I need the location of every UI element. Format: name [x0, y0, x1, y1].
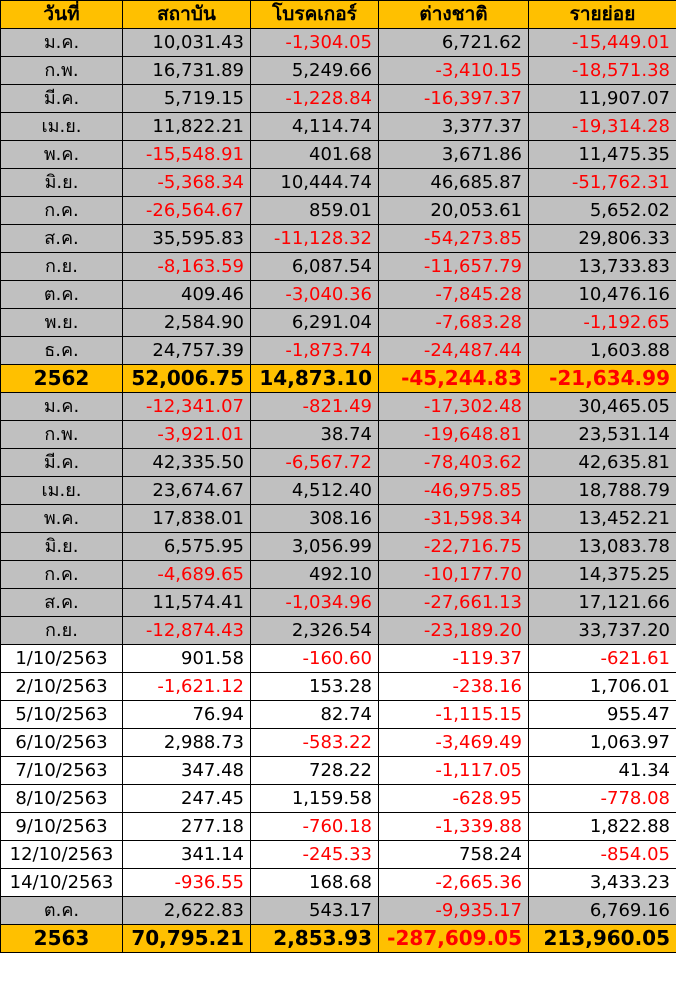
cell-broker: 308.16	[251, 505, 379, 533]
cell-broker: 1,159.58	[251, 785, 379, 813]
cell-broker: 168.68	[251, 869, 379, 897]
cell-institution: 52,006.75	[123, 365, 251, 393]
cell-retail: -621.61	[529, 645, 676, 673]
table-row	[1, 169, 676, 197]
cell-broker: 859.01	[251, 197, 379, 225]
cell-broker: 492.10	[251, 561, 379, 589]
table-row	[1, 449, 676, 477]
cell-institution: -3,921.01	[123, 421, 251, 449]
cell-foreign: -11,657.79	[379, 253, 529, 281]
cell-foreign: -287,609.05	[379, 925, 529, 953]
cell-retail: 955.47	[529, 701, 676, 729]
table-row	[1, 421, 676, 449]
cell-institution: 347.48	[123, 757, 251, 785]
table-row	[1, 29, 676, 57]
table-row	[1, 477, 676, 505]
cell-broker: -1,304.05	[251, 29, 379, 57]
cell-institution: -12,874.43	[123, 617, 251, 645]
cell-retail: -51,762.31	[529, 169, 676, 197]
cell-broker: 38.74	[251, 421, 379, 449]
row-label: 14/10/2563	[1, 869, 123, 897]
table-row	[1, 757, 676, 785]
cell-foreign: 20,053.61	[379, 197, 529, 225]
cell-retail: 11,475.35	[529, 141, 676, 169]
cell-foreign: 46,685.87	[379, 169, 529, 197]
cell-retail: 13,733.83	[529, 253, 676, 281]
cell-broker: 82.74	[251, 701, 379, 729]
cell-institution: -4,689.65	[123, 561, 251, 589]
row-label: 12/10/2563	[1, 841, 123, 869]
cell-foreign: -54,273.85	[379, 225, 529, 253]
cell-retail: 18,788.79	[529, 477, 676, 505]
cell-institution: 341.14	[123, 841, 251, 869]
row-label: มี.ค.	[1, 85, 123, 113]
cell-retail: 1,603.88	[529, 337, 676, 365]
cell-foreign: 3,377.37	[379, 113, 529, 141]
cell-foreign: -27,661.13	[379, 589, 529, 617]
table-row	[1, 225, 676, 253]
row-label: มิ.ย.	[1, 533, 123, 561]
cell-foreign: -238.16	[379, 673, 529, 701]
cell-retail: 1,822.88	[529, 813, 676, 841]
table-row	[1, 813, 676, 841]
header-date: วันที่	[1, 1, 123, 29]
cell-broker: 5,249.66	[251, 57, 379, 85]
table-row	[1, 617, 676, 645]
cell-institution: 11,574.41	[123, 589, 251, 617]
row-label: มิ.ย.	[1, 169, 123, 197]
cell-institution: 16,731.89	[123, 57, 251, 85]
cell-broker: -821.49	[251, 393, 379, 421]
cell-broker: 153.28	[251, 673, 379, 701]
cell-retail: 10,476.16	[529, 281, 676, 309]
table-row	[1, 197, 676, 225]
cell-retail: 14,375.25	[529, 561, 676, 589]
cell-broker: -6,567.72	[251, 449, 379, 477]
cell-foreign: -17,302.48	[379, 393, 529, 421]
row-label: 6/10/2563	[1, 729, 123, 757]
cell-institution: 5,719.15	[123, 85, 251, 113]
cell-broker: -583.22	[251, 729, 379, 757]
cell-foreign: -10,177.70	[379, 561, 529, 589]
table-row	[1, 785, 676, 813]
cell-broker: -11,128.32	[251, 225, 379, 253]
cell-institution: 10,031.43	[123, 29, 251, 57]
cell-foreign: -1,117.05	[379, 757, 529, 785]
row-label: 2563	[1, 925, 123, 953]
cell-retail: -19,314.28	[529, 113, 676, 141]
cell-broker: 3,056.99	[251, 533, 379, 561]
cell-institution: 2,584.90	[123, 309, 251, 337]
cell-foreign: -23,189.20	[379, 617, 529, 645]
row-label: ก.ค.	[1, 197, 123, 225]
cell-institution: -936.55	[123, 869, 251, 897]
cell-institution: 277.18	[123, 813, 251, 841]
row-label: ธ.ค.	[1, 337, 123, 365]
table-row	[1, 113, 676, 141]
cell-institution: 24,757.39	[123, 337, 251, 365]
table-row	[1, 393, 676, 421]
cell-retail: 17,121.66	[529, 589, 676, 617]
cell-foreign: 3,671.86	[379, 141, 529, 169]
cell-retail: 29,806.33	[529, 225, 676, 253]
cell-broker: 10,444.74	[251, 169, 379, 197]
row-label: 5/10/2563	[1, 701, 123, 729]
row-label: ก.พ.	[1, 57, 123, 85]
cell-institution: 6,575.95	[123, 533, 251, 561]
cell-broker: -1,873.74	[251, 337, 379, 365]
cell-foreign: -1,339.88	[379, 813, 529, 841]
table-row	[1, 85, 676, 113]
cell-retail: -1,192.65	[529, 309, 676, 337]
cell-foreign: -19,648.81	[379, 421, 529, 449]
table-body	[1, 29, 676, 953]
cell-foreign: -16,397.37	[379, 85, 529, 113]
table-row	[1, 253, 676, 281]
total-row	[1, 365, 676, 393]
cell-foreign: -24,487.44	[379, 337, 529, 365]
cell-institution: 70,795.21	[123, 925, 251, 953]
cell-institution: 901.58	[123, 645, 251, 673]
cell-retail: 41.34	[529, 757, 676, 785]
cell-broker: -1,228.84	[251, 85, 379, 113]
row-label: เม.ย.	[1, 477, 123, 505]
row-label: เม.ย.	[1, 113, 123, 141]
row-label: ก.พ.	[1, 421, 123, 449]
cell-broker: 14,873.10	[251, 365, 379, 393]
cell-foreign: -31,598.34	[379, 505, 529, 533]
cell-broker: 4,114.74	[251, 113, 379, 141]
cell-retail: -18,571.38	[529, 57, 676, 85]
header-foreign: ต่างชาติ	[379, 1, 529, 29]
table-row	[1, 701, 676, 729]
cell-institution: 247.45	[123, 785, 251, 813]
cell-foreign: -46,975.85	[379, 477, 529, 505]
table-row	[1, 141, 676, 169]
cell-foreign: -1,115.15	[379, 701, 529, 729]
row-label: 1/10/2563	[1, 645, 123, 673]
cell-retail: 42,635.81	[529, 449, 676, 477]
cell-broker: -1,034.96	[251, 589, 379, 617]
cell-retail: 3,433.23	[529, 869, 676, 897]
cell-foreign: 6,721.62	[379, 29, 529, 57]
cell-retail: -778.08	[529, 785, 676, 813]
cell-institution: 2,988.73	[123, 729, 251, 757]
cell-broker: 6,087.54	[251, 253, 379, 281]
cell-foreign: -2,665.36	[379, 869, 529, 897]
cell-foreign: -119.37	[379, 645, 529, 673]
cell-retail: 13,452.21	[529, 505, 676, 533]
table-row	[1, 57, 676, 85]
cell-retail: 30,465.05	[529, 393, 676, 421]
cell-institution: -8,163.59	[123, 253, 251, 281]
cell-foreign: -7,683.28	[379, 309, 529, 337]
table-row	[1, 645, 676, 673]
cell-institution: 11,822.21	[123, 113, 251, 141]
cell-institution: -12,341.07	[123, 393, 251, 421]
cell-broker: 4,512.40	[251, 477, 379, 505]
cell-broker: 543.17	[251, 897, 379, 925]
cell-foreign: -78,403.62	[379, 449, 529, 477]
table-row	[1, 533, 676, 561]
table-row	[1, 337, 676, 365]
table-row	[1, 673, 676, 701]
cell-retail: -15,449.01	[529, 29, 676, 57]
cell-foreign: -9,935.17	[379, 897, 529, 925]
table-row	[1, 841, 676, 869]
table-row	[1, 869, 676, 897]
cell-broker: -160.60	[251, 645, 379, 673]
cell-retail: 6,769.16	[529, 897, 676, 925]
row-label: ก.ค.	[1, 561, 123, 589]
cell-retail: 5,652.02	[529, 197, 676, 225]
cell-foreign: -3,469.49	[379, 729, 529, 757]
cell-foreign: -628.95	[379, 785, 529, 813]
table-row	[1, 281, 676, 309]
table-row	[1, 309, 676, 337]
header-retail: รายย่อย	[529, 1, 676, 29]
table-row	[1, 729, 676, 757]
total-row	[1, 925, 676, 953]
row-label: ส.ค.	[1, 589, 123, 617]
table-row	[1, 505, 676, 533]
cell-institution: -5,368.34	[123, 169, 251, 197]
row-label: มี.ค.	[1, 449, 123, 477]
cell-foreign: -3,410.15	[379, 57, 529, 85]
table-row	[1, 561, 676, 589]
cell-retail: 23,531.14	[529, 421, 676, 449]
cell-institution: 409.46	[123, 281, 251, 309]
row-label: 2/10/2563	[1, 673, 123, 701]
cell-broker: 728.22	[251, 757, 379, 785]
cell-retail: -21,634.99	[529, 365, 676, 393]
row-label: 8/10/2563	[1, 785, 123, 813]
cell-foreign: 758.24	[379, 841, 529, 869]
cell-retail: 1,063.97	[529, 729, 676, 757]
cell-retail: 213,960.05	[529, 925, 676, 953]
row-label: พ.ค.	[1, 141, 123, 169]
cell-institution: -1,621.12	[123, 673, 251, 701]
cell-institution: 35,595.83	[123, 225, 251, 253]
cell-retail: 33,737.20	[529, 617, 676, 645]
cell-foreign: -7,845.28	[379, 281, 529, 309]
cell-institution: 2,622.83	[123, 897, 251, 925]
cell-broker: 401.68	[251, 141, 379, 169]
row-label: 7/10/2563	[1, 757, 123, 785]
row-label: ส.ค.	[1, 225, 123, 253]
row-label: ต.ค.	[1, 897, 123, 925]
cell-broker: 2,326.54	[251, 617, 379, 645]
row-label: 9/10/2563	[1, 813, 123, 841]
row-label: พ.ค.	[1, 505, 123, 533]
cell-retail: 1,706.01	[529, 673, 676, 701]
cell-broker: -3,040.36	[251, 281, 379, 309]
cell-retail: 13,083.78	[529, 533, 676, 561]
header-institution: สถาบัน	[123, 1, 251, 29]
cell-institution: -15,548.91	[123, 141, 251, 169]
cell-foreign: -22,716.75	[379, 533, 529, 561]
cell-foreign: -45,244.83	[379, 365, 529, 393]
row-label: ม.ค.	[1, 393, 123, 421]
cell-institution: -26,564.67	[123, 197, 251, 225]
cell-institution: 42,335.50	[123, 449, 251, 477]
row-label: ม.ค.	[1, 29, 123, 57]
cell-institution: 17,838.01	[123, 505, 251, 533]
row-label: ก.ย.	[1, 617, 123, 645]
cell-broker: -760.18	[251, 813, 379, 841]
cell-institution: 23,674.67	[123, 477, 251, 505]
table-row	[1, 589, 676, 617]
cell-institution: 76.94	[123, 701, 251, 729]
header-row	[1, 1, 676, 29]
row-label: ต.ค.	[1, 281, 123, 309]
table-row	[1, 897, 676, 925]
cell-broker: 6,291.04	[251, 309, 379, 337]
header-broker: โบรคเกอร์	[251, 1, 379, 29]
cell-retail: 11,907.07	[529, 85, 676, 113]
cell-broker: -245.33	[251, 841, 379, 869]
cell-retail: -854.05	[529, 841, 676, 869]
cell-broker: 2,853.93	[251, 925, 379, 953]
row-label: ก.ย.	[1, 253, 123, 281]
row-label: 2562	[1, 365, 123, 393]
row-label: พ.ย.	[1, 309, 123, 337]
